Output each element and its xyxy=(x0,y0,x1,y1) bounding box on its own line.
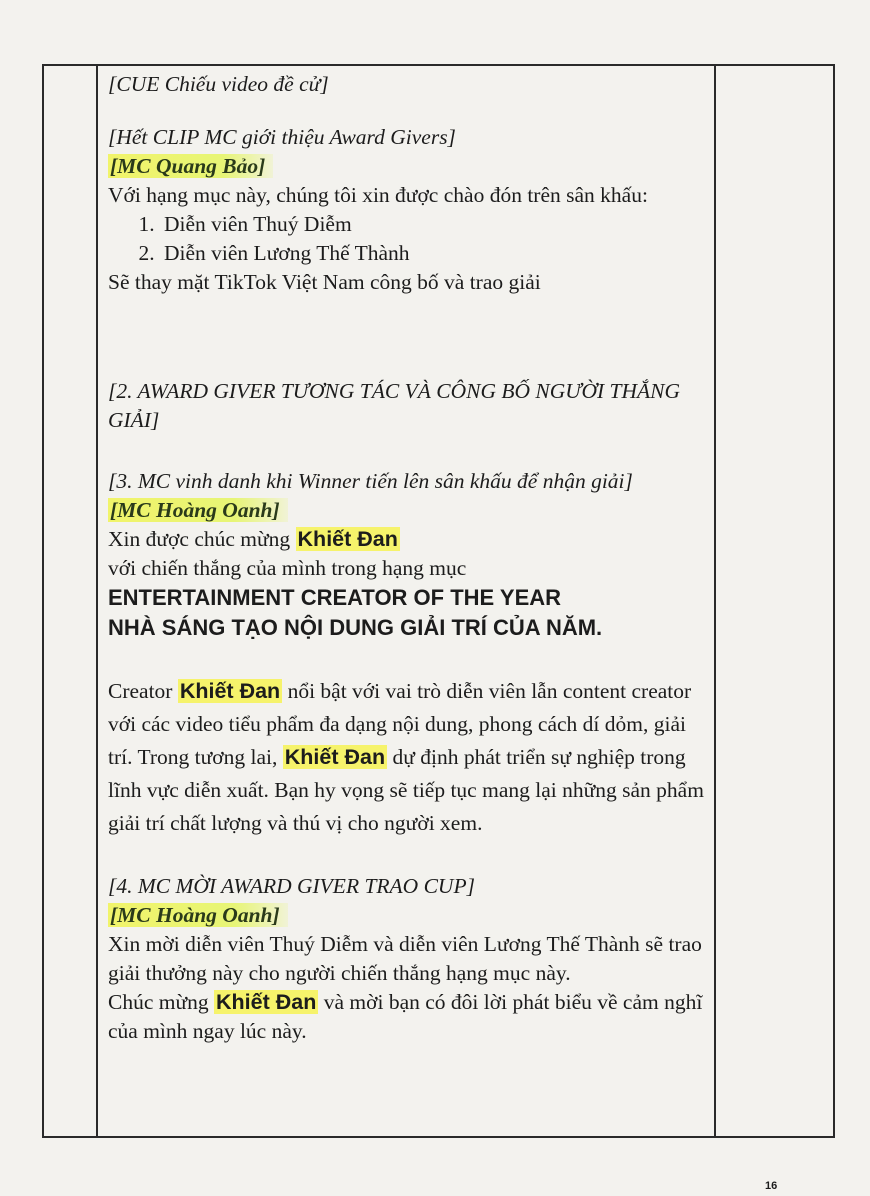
section-3-heading: [3. MC vinh danh khi Winner tiến lên sân khấu để nhận giải] xyxy=(108,469,633,493)
cue-clip-end: [Hết CLIP MC giới thiệu Award Givers] xyxy=(108,125,456,149)
page-number: 16 xyxy=(765,1180,778,1192)
table-right-column-divider xyxy=(714,64,716,1138)
invite-text: Xin mời diễn viên Thuý Diễm và diễn viên Lương Thế Thành sẽ trao giải thưởng này cho người chiến thắng hạng mục này. xyxy=(108,932,702,985)
mc-label-hoang-oanh: [MC Hoàng Oanh] xyxy=(108,498,288,522)
mc-label-quang-bao: [MC Quang Bảo] xyxy=(108,154,273,178)
category-en: ENTERTAINMENT CREATOR OF THE YEAR xyxy=(108,585,562,610)
winner-name-highlight: Khiết Đan xyxy=(284,745,386,769)
award-givers-list xyxy=(108,210,708,268)
winner-name-highlight: Khiết Đan xyxy=(179,679,281,703)
congrats-prefix: Xin được chúc mừng xyxy=(108,527,291,551)
winner-name-highlight: Khiết Đan xyxy=(216,990,317,1014)
winner-name-highlight: Khiết Đan xyxy=(297,527,398,551)
mc-label-hoang-oanh: [MC Hoàng Oanh] xyxy=(108,903,288,927)
final-prefix: Chúc mừng xyxy=(108,990,209,1014)
list-item: 2. Diễn viên Lương Thế Thành xyxy=(160,239,708,268)
category-vi: NHÀ SÁNG TẠO NỘI DUNG GIẢI TRÍ CỦA NĂM. xyxy=(108,615,603,640)
bio-part-1: nổi bật với vai trò diễn viên lẫn content creator với các video tiểu phẩm đa dạng nội dung, phong cách dí dỏm, giải trí. Trong tương lai, xyxy=(108,679,692,769)
bio-part-2: dự định phát triển sự nghiệp trong lĩnh vực diễn xuất. Bạn hy vọng sẽ tiếp tục mang lại những sản phẩm giải trí chất lượng và thú vị cho người xem. xyxy=(108,745,704,835)
winner-bio xyxy=(108,675,708,840)
list-item: 1. Diễn viên Thuý Diễm xyxy=(160,210,708,239)
victory-text: với chiến thắng của mình trong hạng mục xyxy=(108,556,467,580)
congrats-line xyxy=(108,525,708,554)
represent-text: Sẽ thay mặt TikTok Việt Nam công bố và trao giải xyxy=(108,270,541,294)
section-2-heading: [2. AWARD GIVER TƯƠNG TÁC VÀ CÔNG BỐ NGƯỜI THẮNG GIẢI] xyxy=(108,379,680,432)
cue-video: [CUE Chiếu video đề cử] xyxy=(108,72,329,96)
bio-prefix: Creator xyxy=(108,679,173,703)
final-suffix: và mời bạn có đôi lời phát biểu về cảm nghĩ của mình ngay lúc này. xyxy=(108,990,703,1043)
script-content xyxy=(108,70,708,1046)
welcome-text: Với hạng mục này, chúng tôi xin được chào đón trên sân khấu: xyxy=(108,183,648,207)
section-4-heading: [4. MC MỜI AWARD GIVER TRAO CUP] xyxy=(108,874,475,898)
table-left-column-divider xyxy=(96,64,98,1138)
final-line xyxy=(108,988,708,1046)
